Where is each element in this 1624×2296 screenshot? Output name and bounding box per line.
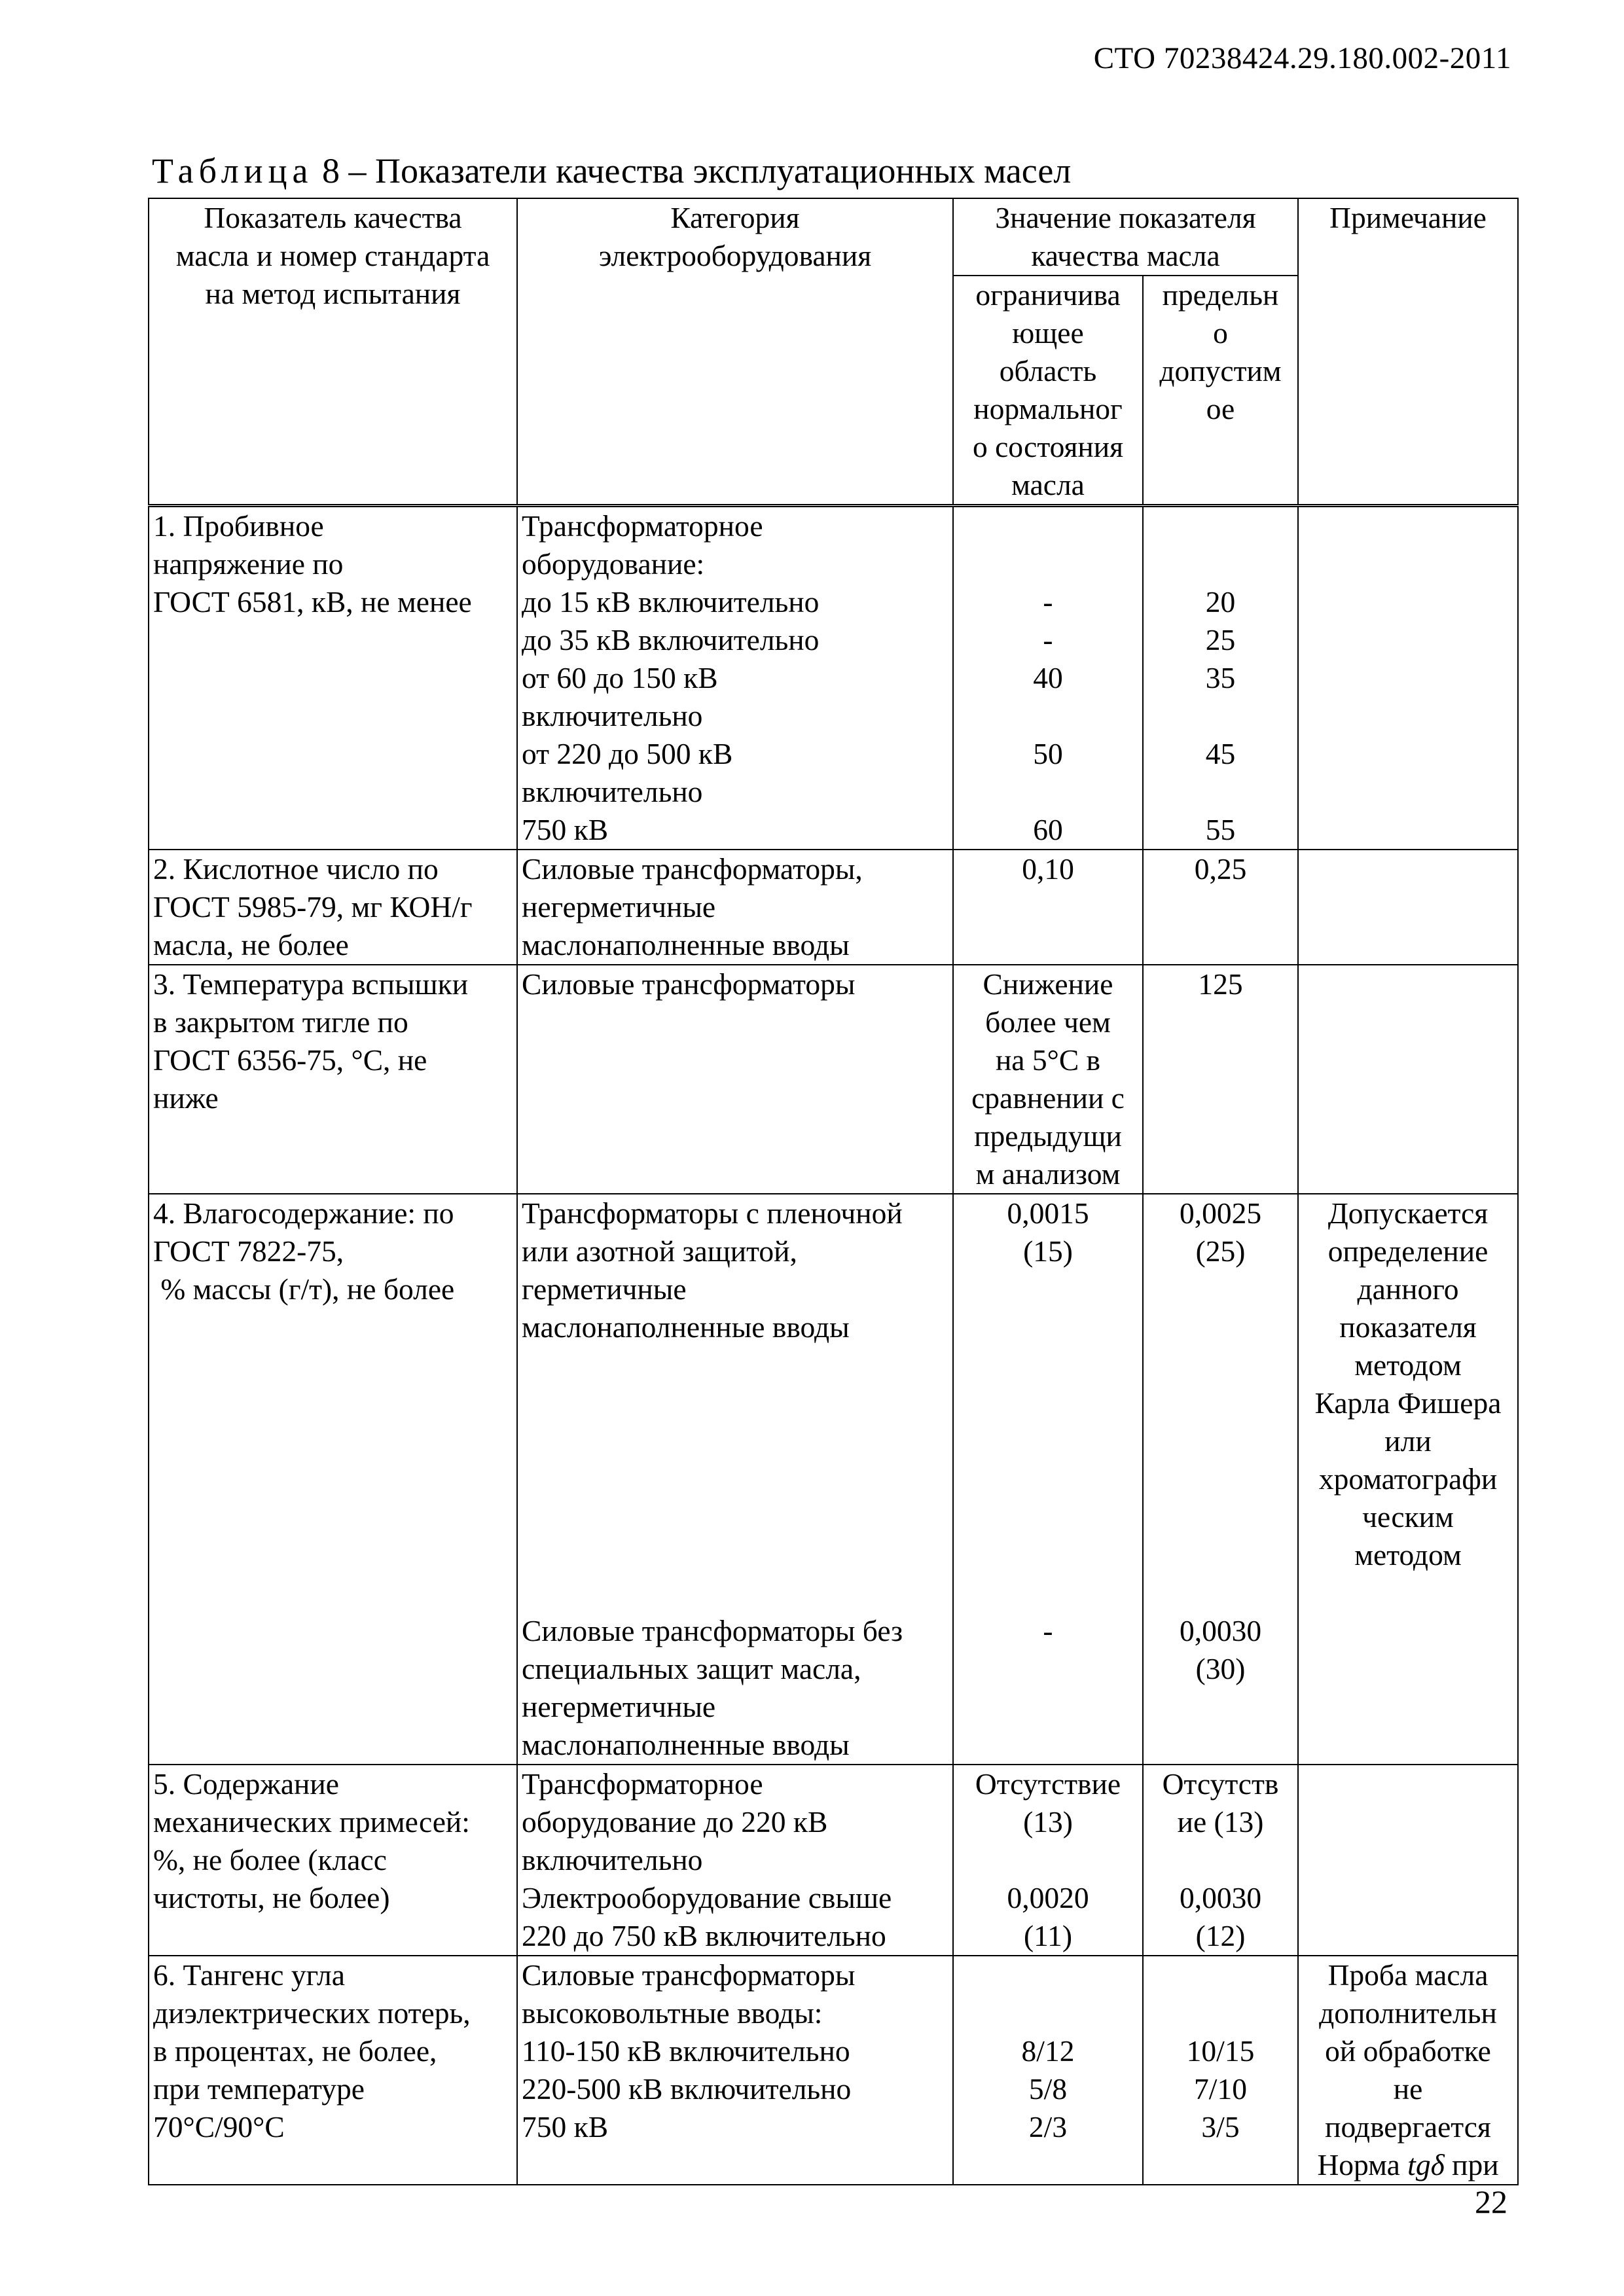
col-header-indicator: Показатель качества масла и номер стандарта на метод испытания	[149, 198, 517, 506]
table-row	[149, 1956, 1518, 2185]
cell-max: 20 25 35 45 55	[1143, 506, 1298, 850]
col-header-max-allowed: предельн о допустим ое	[1143, 276, 1298, 506]
cell-limit: Отсутствие (13) 0,0020 (11)	[953, 1765, 1143, 1956]
table-caption	[152, 151, 1071, 191]
table-row	[149, 1194, 1518, 1765]
table-row	[149, 965, 1518, 1194]
cell-indicator: 4. Влагосодержание: по ГОСТ 7822-75, % массы (г/т), не более	[149, 1194, 517, 1765]
cell-limit: 0,0015 (15) -	[953, 1194, 1143, 1765]
caption-number: 8	[321, 151, 340, 190]
cell-max: 0,25	[1143, 850, 1298, 965]
cell-max: Отсутств ие (13) 0,0030 (12)	[1143, 1765, 1298, 1956]
col-header-category: Категория электрооборудования	[517, 198, 953, 506]
cell-indicator: 5. Содержание механических примесей: %, не более (класс чистоты, не более)	[149, 1765, 517, 1956]
cell-note	[1298, 1765, 1518, 1956]
header-row	[149, 198, 1518, 276]
caption-label: Таблица	[152, 151, 314, 190]
cell-note: Проба масла дополнительн ой обработке не подвергается Норма tgδ при	[1298, 1956, 1518, 2185]
cell-category: Силовые трансформаторы, негерметичные маслонаполненные вводы	[517, 850, 953, 965]
page-number: 22	[1475, 2183, 1507, 2220]
table-row	[149, 506, 1518, 850]
cell-limit: Снижение более чем на 5°С в сравнении с предыдущи м анализом	[953, 965, 1143, 1194]
table-row	[149, 1765, 1518, 1956]
cell-indicator: 1. Пробивное напряжение по ГОСТ 6581, кВ, не менее	[149, 506, 517, 850]
cell-category: Силовые трансформаторы	[517, 965, 953, 1194]
cell-limit: 8/12 5/8 2/3	[953, 1956, 1143, 2185]
note-last-line: Норма tgδ при	[1317, 2148, 1499, 2181]
cell-note	[1298, 506, 1518, 850]
col-header-limit-normal: ограничива ющее область нормальног о состояния масла	[953, 276, 1143, 506]
col-header-value: Значение показателя качества масла	[953, 198, 1298, 276]
cell-category: Силовые трансформаторы высоковольтные вводы: 110-150 кВ включительно 220-500 кВ включительно 750 кВ	[517, 1956, 953, 2185]
cell-indicator: 6. Тангенс угла диэлектрических потерь, в процентах, не более, при температуре 70°С/90°С	[149, 1956, 517, 2185]
oil-quality-table	[148, 198, 1519, 2185]
cell-max: 10/15 7/10 3/5	[1143, 1956, 1298, 2185]
cell-note: Допускается определение данного показателя методом Карла Фишера или хроматографи ческим методом	[1298, 1194, 1518, 1765]
cell-limit: - - 40 50 60	[953, 506, 1143, 850]
document-code: СТО 70238424.29.180.002-2011	[1093, 41, 1511, 75]
table-row	[149, 850, 1518, 965]
caption-title: – Показатели качества эксплуатационных масел	[348, 151, 1072, 190]
cell-note	[1298, 965, 1518, 1194]
tg-delta-symbol: tgδ	[1407, 2148, 1445, 2181]
cell-category: Трансформаторное оборудование: до 15 кВ включительно до 35 кВ включительно от 60 до 150 кВ включительно от 220 до 500 кВ включительно 750 кВ	[517, 506, 953, 850]
cell-category: Трансформаторное оборудование до 220 кВ включительно Электрооборудование свыше 220 до 750 кВ включительно	[517, 1765, 953, 1956]
cell-max: 125	[1143, 965, 1298, 1194]
cell-indicator: 3. Температура вспышки в закрытом тигле по ГОСТ 6356-75, °С, не ниже	[149, 965, 517, 1194]
cell-indicator: 2. Кислотное число по ГОСТ 5985-79, мг КОН/г масла, не более	[149, 850, 517, 965]
col-header-note: Примечание	[1298, 198, 1518, 506]
cell-limit: 0,10	[953, 850, 1143, 965]
cell-note	[1298, 850, 1518, 965]
cell-max: 0,0025 (25) 0,0030 (30)	[1143, 1194, 1298, 1765]
cell-category: Трансформаторы с пленочной или азотной защитой, герметичные маслонаполненные вводы Силовые трансформаторы без специальных защит масла, негерметичные маслонаполненные вводы	[517, 1194, 953, 1765]
